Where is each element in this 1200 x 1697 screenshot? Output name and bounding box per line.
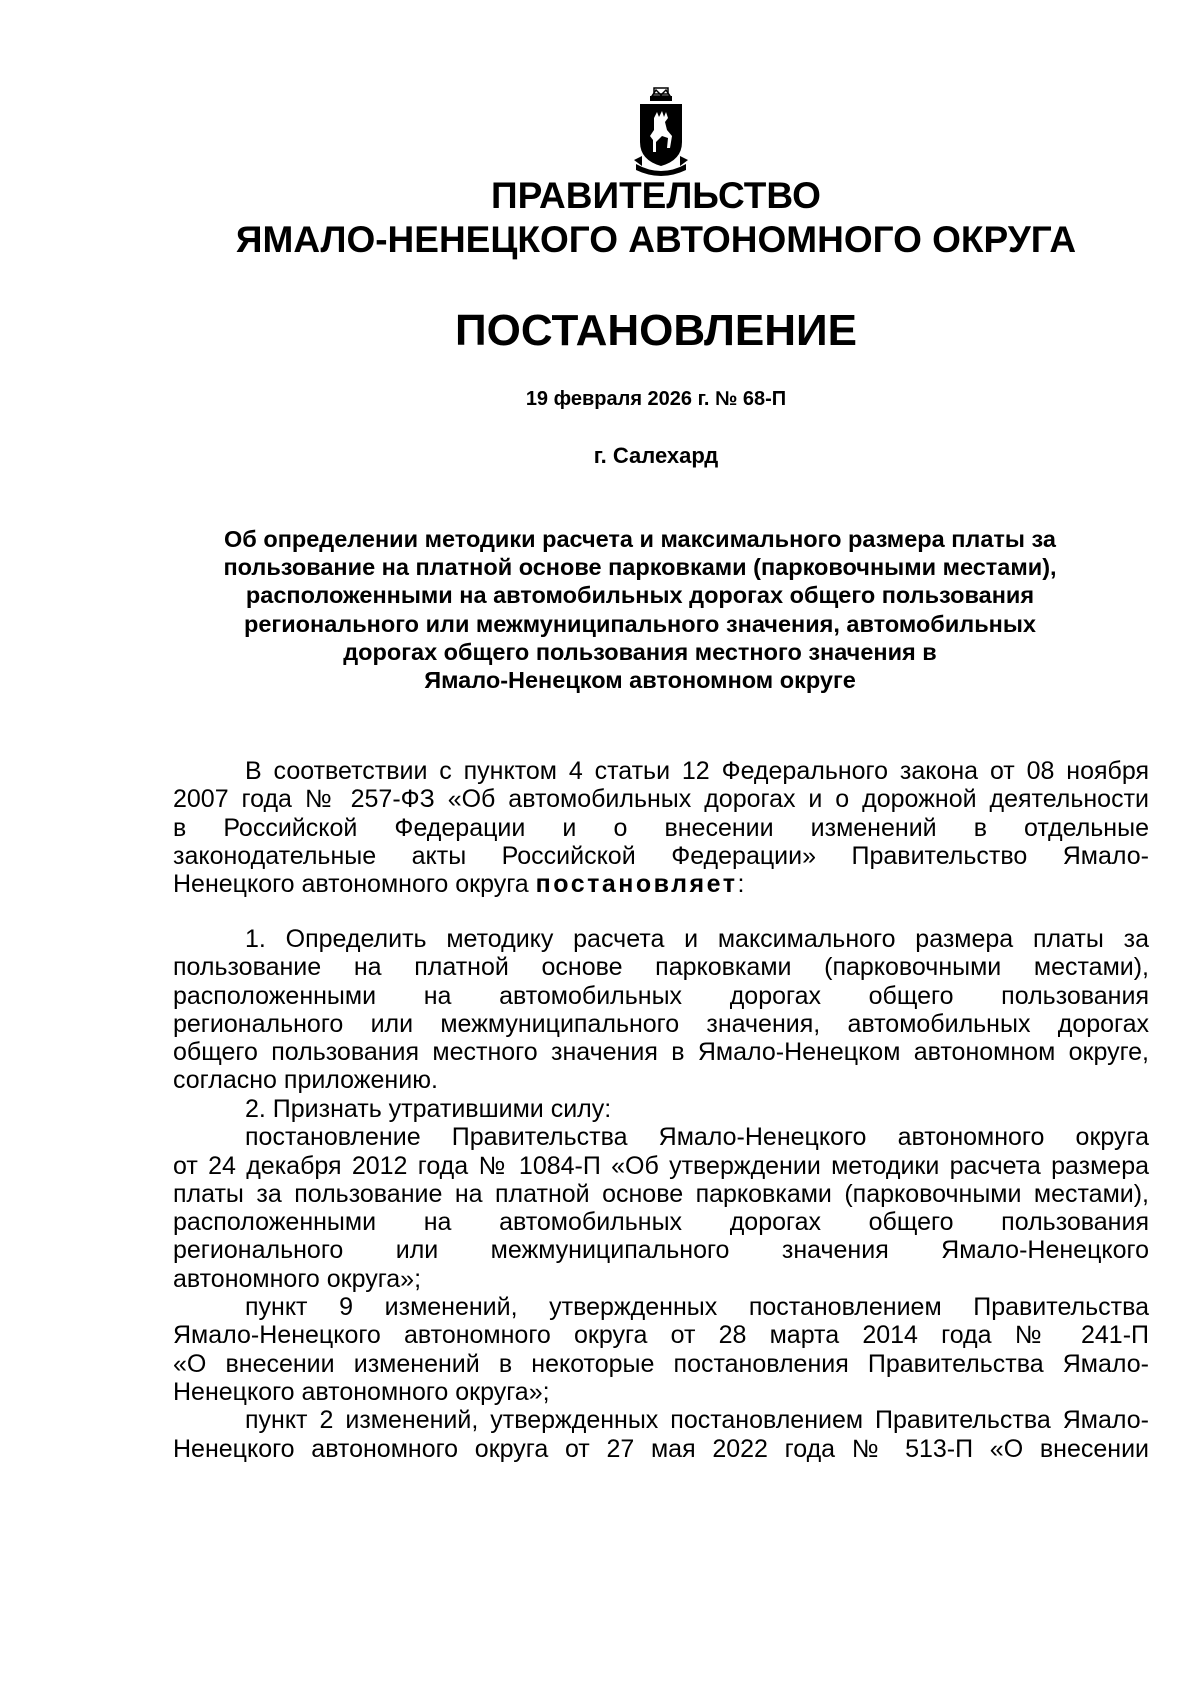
title-line: Ямало-Ненецком автономном округе bbox=[424, 667, 856, 694]
text-line: 2007 года № 257-ФЗ «Об автомобильных дорогах и о дорожной деятельности bbox=[173, 785, 1149, 814]
resolves-word: постановляет bbox=[535, 870, 738, 899]
document-type: ПОСТАНОВЛЕНИЕ bbox=[454, 306, 858, 355]
title-line: регионального или межмуниципального значения, автомобильных bbox=[244, 610, 1036, 637]
date-and-number: 19 февраля 2026 г. № 68-П bbox=[525, 388, 787, 410]
text-line: пункт 2 изменений, утвержденных постановлением Правительства Ямало- bbox=[245, 1406, 1149, 1435]
title-line: дорогах общего пользования местного значения в bbox=[343, 638, 937, 665]
title-line: Об определении методики расчета и максимального размера платы за bbox=[224, 526, 1056, 552]
text-line: от 24 декабря 2012 года № 1084-П «Об утверждении методики расчета размера bbox=[173, 1151, 1149, 1180]
text-line: в Российской Федерации и о внесении изменений в отдельные bbox=[173, 813, 1149, 842]
text-fragment: : bbox=[737, 870, 745, 899]
text-line: расположенными на автомобильных дорогах общего пользования bbox=[173, 1208, 1149, 1237]
text-line bbox=[173, 870, 1149, 898]
government-name-line1: ПРАВИТЕЛЬСТВО bbox=[491, 175, 821, 216]
city: г. Салехард bbox=[593, 443, 719, 468]
text-line: регионального или межмуниципального значения, автомобильных дорогах bbox=[173, 1009, 1149, 1038]
text-line: законодательные акты Российской Федерации» Правительство Ямало- bbox=[173, 841, 1149, 870]
text-line: Ненецкого автономного округа»; bbox=[173, 1377, 550, 1406]
text-line: «О внесении изменений в некоторые постановления Правительства Ямало- bbox=[173, 1349, 1149, 1378]
text-line: 2. Признать утратившими силу: bbox=[245, 1095, 612, 1123]
text-line: Ненецкого автономного округа от 27 мая 2022 года № 513-П «О внесении bbox=[173, 1434, 1149, 1463]
text-line: автономного округа»; bbox=[173, 1264, 422, 1293]
text-line: 1. Определить методику расчета и максимального размера платы за bbox=[245, 925, 1149, 953]
title-line: расположенными на автомобильных дорогах общего пользования bbox=[245, 582, 1035, 609]
text-line: регионального или межмуниципального значения Ямало-Ненецкого bbox=[173, 1236, 1149, 1265]
coat-of-arms-emblem-icon bbox=[632, 86, 690, 178]
text-line: Ямало-Ненецкого автономного округа от 28 марта 2014 года № 241-П bbox=[173, 1321, 1149, 1350]
government-name-line2: ЯМАЛО-НЕНЕЦКОГО АВТОНОМНОГО ОКРУГА bbox=[235, 219, 1077, 260]
text-line: пользование на платной основе парковками (парковочными местами), bbox=[173, 953, 1149, 982]
text-line: постановление Правительства Ямало-Ненецкого автономного округа bbox=[245, 1123, 1149, 1152]
text-line: платы за пользование на платной основе парковками (парковочными местами), bbox=[173, 1179, 1149, 1208]
text-line: расположенными на автомобильных дорогах общего пользования bbox=[173, 981, 1149, 1010]
item-1-paragraph bbox=[173, 925, 1149, 1095]
text-line: пункт 9 изменений, утвержденных постановлением Правительства bbox=[245, 1293, 1149, 1322]
document-title bbox=[175, 525, 1105, 694]
item-2-paragraph bbox=[173, 1095, 1149, 1463]
text-line: согласно приложению. bbox=[173, 1066, 438, 1095]
text-line: общего пользования местного значения в Ямало-Ненецком автономном округе, bbox=[173, 1038, 1149, 1067]
preamble-paragraph bbox=[173, 757, 1149, 898]
text-fragment: Ненецкого автономного округа bbox=[173, 870, 536, 899]
title-line: пользование на платной основе парковками (парковочными местами), bbox=[223, 554, 1057, 581]
text-line: В соответствии с пунктом 4 статьи 12 Федерального закона от 08 ноября bbox=[245, 757, 1149, 785]
